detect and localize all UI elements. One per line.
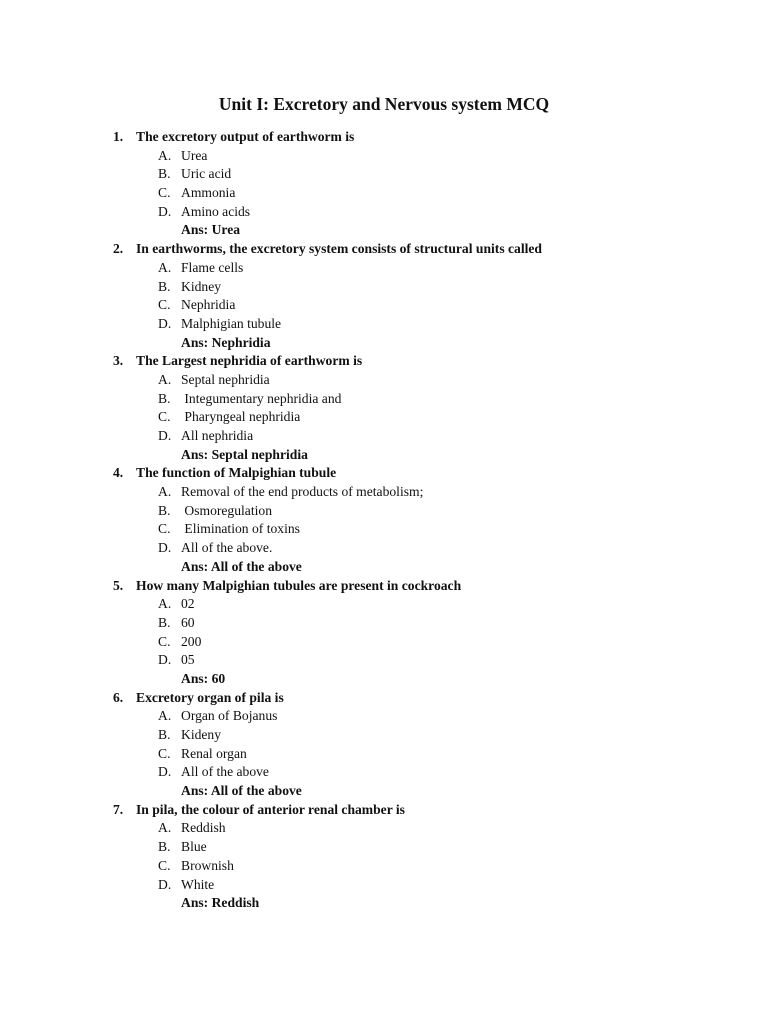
option-item (113, 427, 748, 446)
option-text: Integumentary nephridia and (181, 390, 342, 406)
question-text: How many Malpighian tubules are present in cockroach (136, 577, 462, 593)
option-item (113, 651, 748, 670)
option-text: 05 (181, 652, 195, 668)
question-stem (113, 128, 748, 147)
answer-line: Ans: Nephridia (181, 334, 271, 350)
option-item (113, 390, 748, 409)
option-item (113, 763, 748, 782)
question-stem (113, 801, 748, 820)
option-letter: C. (158, 521, 171, 537)
option-letter: B. (158, 390, 171, 406)
question-number: 4. (113, 465, 124, 481)
option-text: Renal organ (181, 745, 247, 761)
question-item (113, 352, 748, 464)
question-number: 1. (113, 129, 124, 144)
option-letter: D. (158, 203, 172, 219)
option-letter: D. (158, 764, 172, 780)
option-letter: D. (158, 428, 172, 443)
option-letter: C. (158, 745, 171, 761)
option-letter: B. (158, 278, 171, 294)
answer-line: Ans: 60 (181, 670, 226, 686)
option-letter: A. (158, 708, 172, 724)
option-item (113, 819, 748, 838)
answer-line: Ans: All of the above (181, 783, 302, 799)
option-text: Organ of Bojanus (181, 708, 278, 724)
option-item (113, 633, 748, 652)
option-list (113, 819, 748, 894)
option-list (113, 147, 748, 222)
option-text: All of the above. (181, 540, 273, 556)
question-number: 5. (113, 577, 124, 593)
option-letter: C. (158, 409, 171, 425)
option-text: Brownish (181, 857, 234, 873)
option-text: Osmoregulation (181, 502, 272, 518)
option-text: 02 (181, 596, 195, 612)
answer-line: Ans: All of the above (181, 558, 302, 574)
option-text: Elimination of toxins (181, 521, 300, 537)
answer-line: Ans: Septal nephridia (181, 446, 308, 462)
question-stem (113, 577, 748, 596)
answer-line: Ans: Reddish (181, 895, 260, 911)
option-list (113, 707, 748, 782)
option-letter: A. (158, 371, 172, 387)
page-title: Unit I: Excretory and Nervous system MCQ (218, 94, 550, 114)
option-text: Flame cells (181, 259, 244, 275)
question-number: 3. (113, 353, 124, 369)
option-letter: B. (158, 614, 171, 630)
option-letter: D. (158, 540, 172, 556)
option-letter: A. (158, 820, 172, 836)
option-text: Removal of the end products of metabolism; (181, 484, 424, 500)
option-text: Kideny (181, 727, 222, 742)
option-list (113, 595, 748, 670)
option-item (113, 745, 748, 764)
option-text: Amino acids (181, 203, 251, 219)
option-letter: A. (158, 147, 172, 163)
question-text: The function of Malpighian tubule (136, 465, 337, 481)
option-list (113, 371, 748, 446)
option-text: White (181, 876, 215, 892)
question-stem (113, 240, 748, 259)
option-text: All nephridia (181, 428, 254, 443)
option-letter: A. (158, 259, 172, 275)
option-letter: B. (158, 166, 171, 182)
option-item (113, 203, 748, 222)
option-text: Reddish (181, 820, 226, 836)
option-text: All of the above (181, 764, 269, 780)
question-stem (113, 352, 748, 371)
option-item (113, 296, 748, 315)
option-text: Ammonia (181, 185, 236, 201)
option-list (113, 259, 748, 334)
option-letter: B. (158, 502, 171, 518)
option-text: 60 (181, 614, 195, 630)
question-item (113, 689, 748, 801)
option-letter: A. (158, 484, 172, 500)
option-letter: C. (158, 633, 171, 649)
question-text: Excretory organ of pila is (136, 689, 284, 705)
question-text: The Largest nephridia of earthworm is (136, 353, 363, 369)
question-item (113, 240, 748, 352)
question-text: In earthworms, the excretory system consists of structural units called (136, 241, 542, 257)
option-letter: C. (158, 857, 171, 873)
option-text: Nephridia (181, 297, 236, 313)
option-text: Urea (181, 147, 208, 163)
option-letter: D. (158, 315, 172, 331)
option-item (113, 595, 748, 614)
option-item (113, 371, 748, 390)
option-item (113, 876, 748, 895)
question-item (113, 128, 748, 240)
answer-line: Ans: Urea (181, 222, 241, 238)
option-letter: C. (158, 185, 171, 201)
question-stem (113, 689, 748, 708)
option-letter: B. (158, 839, 171, 855)
option-item (113, 857, 748, 876)
option-item (113, 520, 748, 539)
question-item (113, 577, 748, 689)
option-list (113, 483, 748, 558)
option-item (113, 165, 748, 184)
option-item (113, 614, 748, 633)
option-text: Malphigian tubule (181, 315, 282, 331)
option-letter: B. (158, 727, 171, 742)
question-list (113, 128, 748, 913)
option-item (113, 483, 748, 502)
option-letter: D. (158, 652, 172, 668)
option-letter: C. (158, 297, 171, 313)
option-item (113, 408, 748, 427)
option-item (113, 502, 748, 521)
question-text: In pila, the colour of anterior renal chamber is (136, 801, 405, 817)
question-stem (113, 464, 748, 483)
option-text: 200 (181, 633, 202, 649)
option-letter: D. (158, 876, 172, 892)
option-text: Pharyngeal nephridia (181, 409, 301, 425)
option-item (113, 147, 748, 166)
question-item (113, 464, 748, 576)
question-item (113, 801, 748, 913)
option-letter: A. (158, 596, 172, 612)
question-number: 7. (113, 801, 124, 817)
option-text: Uric acid (181, 166, 232, 182)
option-text: Septal nephridia (181, 371, 270, 387)
question-number: 2. (113, 241, 124, 257)
option-item (113, 707, 748, 726)
question-text: The excretory output of earthworm is (136, 129, 355, 144)
option-text: Kidney (181, 278, 222, 294)
option-item (113, 539, 748, 558)
option-text: Blue (181, 839, 207, 855)
question-number: 6. (113, 689, 124, 705)
option-item (113, 259, 748, 278)
option-item (113, 838, 748, 857)
option-item (113, 315, 748, 334)
option-item (113, 278, 748, 297)
option-item (113, 726, 748, 745)
option-item (113, 184, 748, 203)
